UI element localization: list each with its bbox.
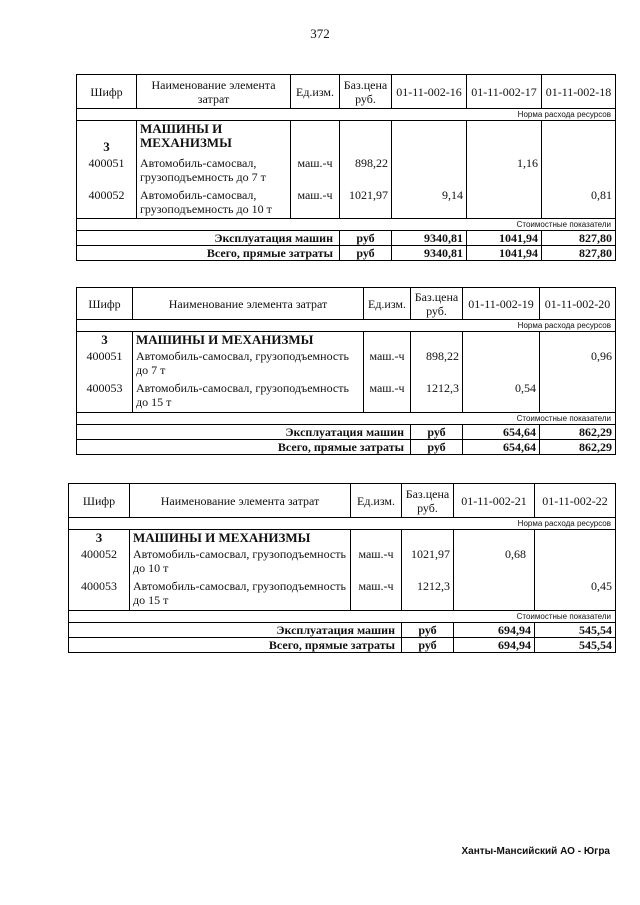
total-label: Эксплуатация машин <box>77 424 411 439</box>
total-unit: руб <box>411 424 463 439</box>
header-base-price: Баз.цена руб. <box>340 75 392 109</box>
resource-price: 1021,97 <box>340 187 392 219</box>
total-row <box>77 439 616 454</box>
header-cipher: Шифр <box>77 288 133 320</box>
header-code: 01-11-002-16 <box>392 75 467 109</box>
total-value: 862,29 <box>540 439 616 454</box>
header-name: Наименование элемента затрат <box>137 75 291 109</box>
section-name: МАШИНЫ И МЕХАНИЗМЫ <box>137 121 291 155</box>
norm-value: 0,81 <box>542 187 616 219</box>
section-name: МАШИНЫ И МЕХАНИЗМЫ <box>133 332 364 349</box>
total-value: 9340,81 <box>392 231 467 246</box>
resource-unit: маш.-ч <box>364 380 411 412</box>
resource-price: 1212,3 <box>402 578 454 610</box>
resource-code: 400052 <box>69 546 130 578</box>
norm-value <box>540 380 616 412</box>
resource-unit: маш.-ч <box>364 348 411 380</box>
norm-value <box>463 348 540 380</box>
norm-value: 1,16 <box>467 155 542 187</box>
resource-code: 400051 <box>77 348 133 380</box>
resource-table-1 <box>76 74 616 261</box>
header-name: Наименование элемента затрат <box>133 288 364 320</box>
resource-code: 400053 <box>69 578 130 610</box>
norm-value <box>392 155 467 187</box>
header-unit: Ед.изм. <box>351 484 402 518</box>
region-footer: Ханты-Мансийский АО - Югра <box>461 846 610 857</box>
total-label: Всего, прямые затраты <box>69 637 402 652</box>
resource-name: Автомобиль-самосвал, грузоподъемность до 10 т <box>137 187 291 219</box>
table-row <box>69 578 616 610</box>
norm-value: 9,14 <box>392 187 467 219</box>
total-unit: руб <box>402 622 454 637</box>
header-code: 01-11-002-17 <box>467 75 542 109</box>
header-base-price: Баз.цена руб. <box>402 484 454 518</box>
header-unit: Ед.изм. <box>291 75 340 109</box>
resource-code: 400051 <box>77 155 137 187</box>
resource-price: 898,22 <box>340 155 392 187</box>
resource-table-2 <box>76 287 616 455</box>
total-row <box>77 424 616 439</box>
table-row <box>77 121 616 155</box>
total-value: 862,29 <box>540 424 616 439</box>
norm-value: 0,45 <box>535 578 616 610</box>
total-value: 545,54 <box>535 637 616 652</box>
header-base-price: Баз.цена руб. <box>411 288 463 320</box>
table-row <box>77 380 616 412</box>
table-row <box>69 546 616 578</box>
norm-value <box>467 187 542 219</box>
header-cipher: Шифр <box>69 484 130 518</box>
section-code: 3 <box>77 332 133 349</box>
cost-subheader: Стоимостные показатели <box>69 610 616 622</box>
resource-unit: маш.-ч <box>291 155 340 187</box>
total-value: 9340,81 <box>392 246 467 261</box>
total-value: 694,94 <box>454 622 535 637</box>
resource-name: Автомобиль-самосвал, грузоподъемность до 15 т <box>133 380 364 412</box>
table-row <box>77 348 616 380</box>
resource-table-3 <box>68 483 616 653</box>
table-row <box>77 187 616 219</box>
header-code: 01-11-002-18 <box>542 75 616 109</box>
table-row <box>69 530 616 547</box>
header-code: 01-11-002-20 <box>540 288 616 320</box>
header-code: 01-11-002-22 <box>535 484 616 518</box>
resource-name: Автомобиль-самосвал, грузоподъемность до 7 т <box>133 348 364 380</box>
resource-price: 1021,97 <box>402 546 454 578</box>
cost-subheader: Стоимостные показатели <box>77 412 616 424</box>
norm-subheader: Норма расхода ресурсов <box>77 320 616 332</box>
header-code: 01-11-002-19 <box>463 288 540 320</box>
header-name: Наименование элемента затрат <box>130 484 351 518</box>
total-value: 694,94 <box>454 637 535 652</box>
resource-unit: маш.-ч <box>351 578 402 610</box>
total-label: Эксплуатация машин <box>77 231 340 246</box>
section-code: 3 <box>69 530 130 547</box>
norm-value <box>454 578 535 610</box>
section-code: 3 <box>77 121 137 155</box>
total-value: 827,80 <box>542 246 616 261</box>
header-unit: Ед.изм. <box>364 288 411 320</box>
resource-code: 400052 <box>77 187 137 219</box>
norm-subheader: Норма расхода ресурсов <box>69 518 616 530</box>
total-value: 654,64 <box>463 439 540 454</box>
total-value: 1041,94 <box>467 246 542 261</box>
page-number: 372 <box>310 26 330 41</box>
resource-name: Автомобиль-самосвал, грузоподъемность до 7 т <box>137 155 291 187</box>
total-label: Эксплуатация машин <box>69 622 402 637</box>
norm-value <box>535 546 616 578</box>
total-label: Всего, прямые затраты <box>77 439 411 454</box>
section-name: МАШИНЫ И МЕХАНИЗМЫ <box>130 530 351 547</box>
table-row <box>77 332 616 349</box>
total-value: 827,80 <box>542 231 616 246</box>
total-row <box>69 622 616 637</box>
total-unit: руб <box>402 637 454 652</box>
resource-name: Автомобиль-самосвал, грузоподъемность до 15 т <box>130 578 351 610</box>
cost-subheader: Стоимостные показатели <box>77 219 616 231</box>
norm-subheader: Норма расхода ресурсов <box>77 109 616 121</box>
total-value: 545,54 <box>535 622 616 637</box>
resource-code: 400053 <box>77 380 133 412</box>
norm-value: 0,68 <box>454 546 535 578</box>
total-value: 654,64 <box>463 424 540 439</box>
header-cipher: Шифр <box>77 75 137 109</box>
resource-unit: маш.-ч <box>351 546 402 578</box>
total-value: 1041,94 <box>467 231 542 246</box>
norm-value <box>542 155 616 187</box>
resource-price: 1212,3 <box>411 380 463 412</box>
total-row <box>77 231 616 246</box>
norm-value: 0,54 <box>463 380 540 412</box>
total-row <box>69 637 616 652</box>
resource-unit: маш.-ч <box>291 187 340 219</box>
resource-name: Автомобиль-самосвал, грузоподъемность до 10 т <box>130 546 351 578</box>
total-unit: руб <box>340 246 392 261</box>
norm-value: 0,96 <box>540 348 616 380</box>
resource-price: 898,22 <box>411 348 463 380</box>
table-row <box>77 155 616 187</box>
total-unit: руб <box>340 231 392 246</box>
total-row <box>77 246 616 261</box>
total-unit: руб <box>411 439 463 454</box>
total-label: Всего, прямые затраты <box>77 246 340 261</box>
header-code: 01-11-002-21 <box>454 484 535 518</box>
